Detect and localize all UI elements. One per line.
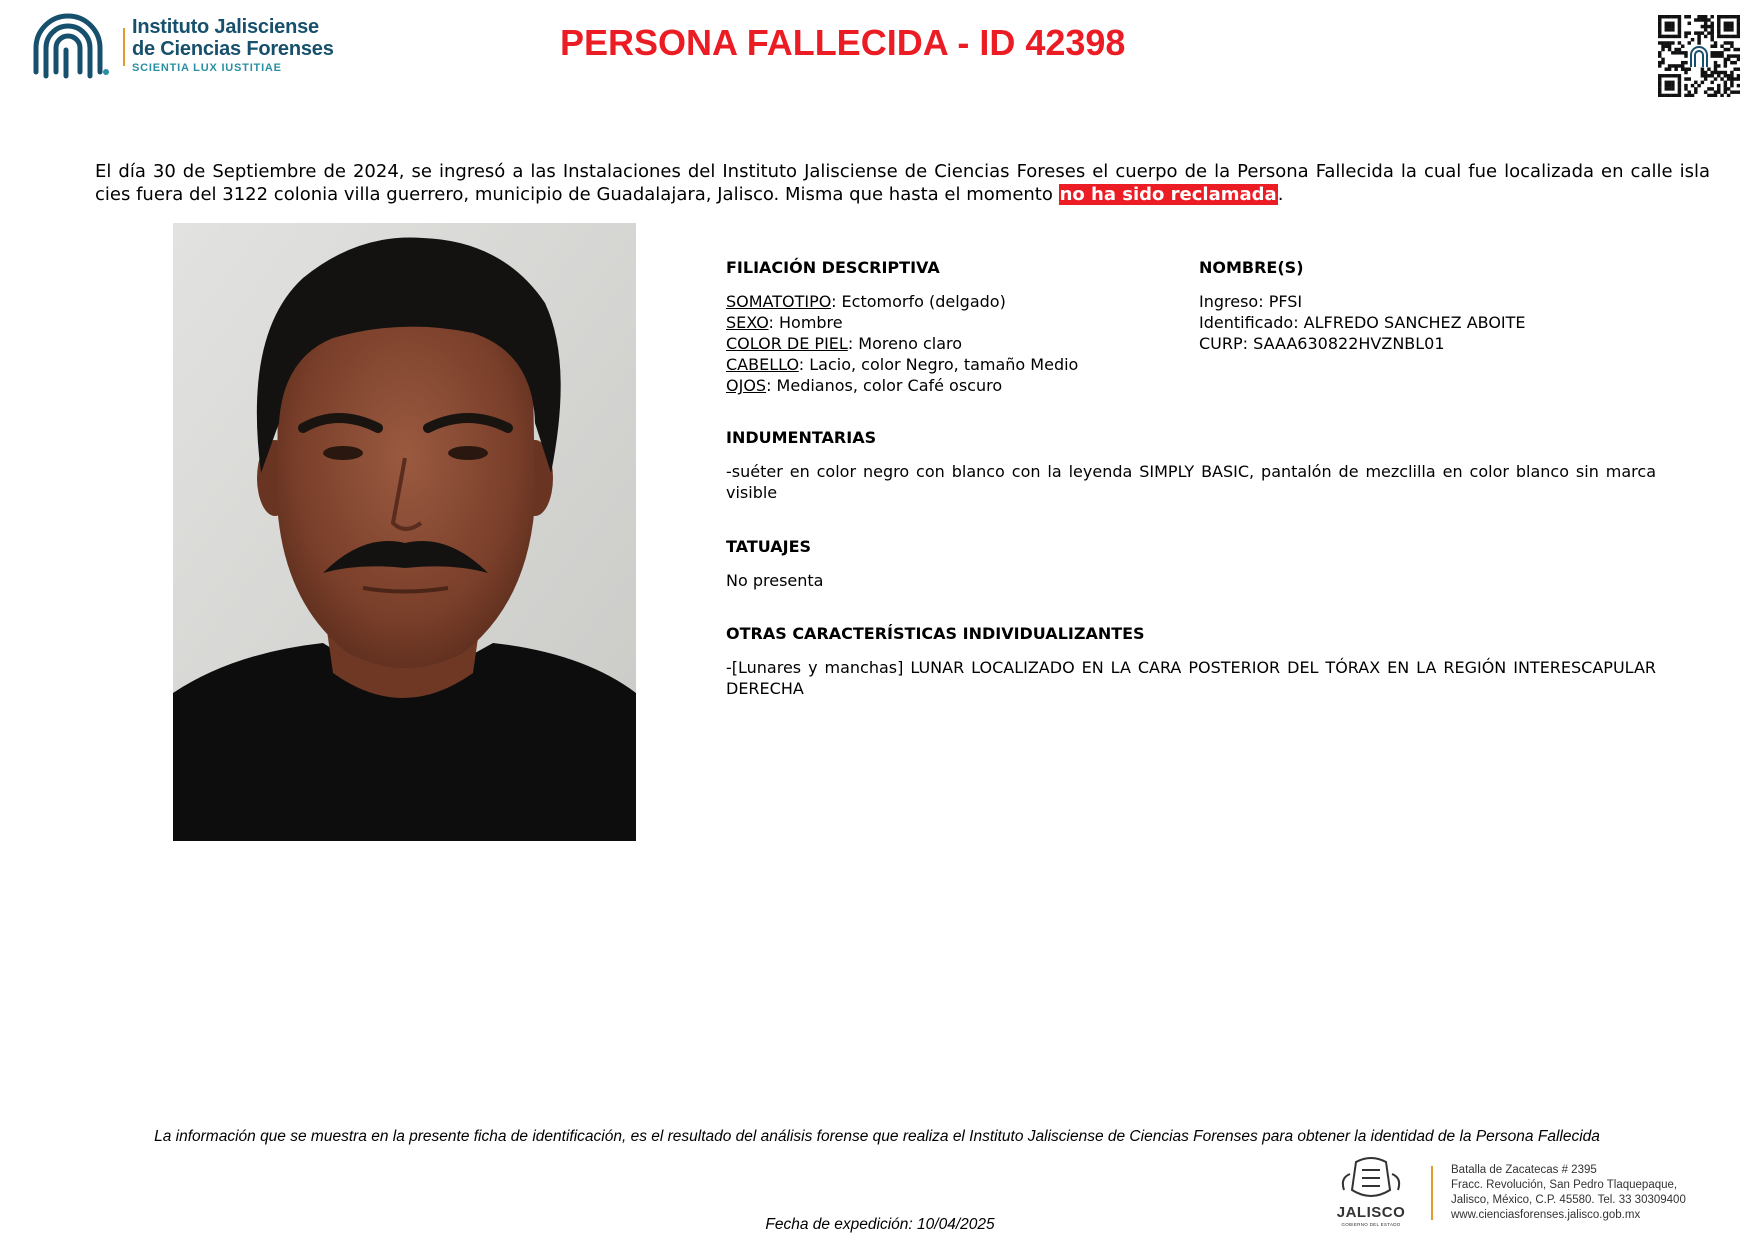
jalisco-crest-icon [1330,1156,1412,1206]
item-label: OJOS [726,376,767,395]
indumentarias-text: -suéter en color negro con blanco con la leyenda SIMPLY BASIC, pantalón de mezclilla en color blanco sin marca visible [726,462,1656,502]
qr-code-icon [1658,15,1740,97]
item-label: SEXO [726,313,769,332]
item-label: CABELLO [726,355,799,374]
filiacion-item-somatotipo [726,291,1176,312]
issue-date: Fecha de expedición: 10/04/2025 [765,1216,995,1233]
jalisco-logo [1330,1156,1412,1230]
logo-motto: SCIENTIA LUX IUSTITIAE [132,62,282,74]
nombres-list [1199,291,1699,354]
document-title: PERSONA FALLECIDA - ID 42398 [560,22,1126,63]
jalisco-subtitle: GOBIERNO DEL ESTADO [1341,1222,1401,1227]
tatuajes-text: No presenta [726,571,824,590]
disclaimer-text: La información que se muestra en la presente ficha de identificación, es el resultado del análisis forense que realiza el Instituto Jalisciense de Ciencias Forenses para obtener la identidad de la Persona Fallecida [154,1128,1600,1145]
filiacion-item-ojos [726,375,1176,396]
filiacion-title: FILIACIÓN DESCRIPTIVA [726,258,940,277]
intro-text: El día 30 de Septiembre de 2024, se ingresó a las Instalaciones del Instituto Jalisciense de Ciencias Foreses el cuerpo de la Persona Fallecida la cual fue localizada en calle isla cies fuera del 3122 colonia villa guerrero, municipio de Guadalajara, Jalisco. Misma que hasta el momento [95,161,1710,205]
filiacion-section [726,258,1176,396]
item-value: : Medianos, color Café oscuro [766,376,1003,395]
address-line: Jalisco, México, C.P. 45580. Tel. 33 30309400 [1451,1194,1686,1206]
otras-text: -[Lunares y manchas] LUNAR LOCALIZADO EN LA CARA POSTERIOR DEL TÓRAX EN LA REGIÓN INTERESCAPULAR DERECHA [726,658,1656,698]
item-value: : Lacio, color Negro, tamaño Medio [798,355,1079,374]
intro-paragraph [95,160,1710,206]
person-photo [173,223,636,841]
logo-line2: de Ciencias Forenses [132,38,334,60]
footer-separator [1431,1166,1433,1220]
indumentarias-title: INDUMENTARIAS [726,428,877,447]
logo-separator [123,28,125,66]
item-value: : Ectomorfo (delgado) [831,292,1006,311]
otras-title: OTRAS CARACTERÍSTICAS INDIVIDUALIZANTES [726,624,1145,643]
logo-line1: Instituto Jalisciense [132,16,319,38]
item-label: SOMATOTIPO [726,292,832,311]
nombres-line-curp: CURP: SAAA630822HVZNBL01 [1199,334,1445,353]
nombres-line-identificado: Identificado: ALFREDO SANCHEZ ABOITE [1199,313,1526,332]
address-line: Batalla de Zacatecas # 2395 [1451,1164,1597,1176]
institute-logo [28,10,368,86]
item-value: : Hombre [768,313,843,332]
website-link[interactable]: www.cienciasforenses.jalisco.gob.mx [1451,1209,1641,1221]
filiacion-item-sexo [726,312,1176,333]
indumentarias-section [726,428,1656,503]
filiacion-item-cabello [726,354,1176,375]
tatuajes-title: TATUAJES [726,537,812,556]
unclaimed-badge: no ha sido reclamada [1059,184,1277,205]
filiacion-item-color-piel [726,333,1176,354]
otras-caracteristicas-section [726,624,1656,699]
jalisco-wordmark: JALISCO [1336,1204,1406,1221]
portrait-image [173,223,636,841]
tatuajes-section [726,537,1656,591]
item-value: : Moreno claro [847,334,963,353]
item-label: COLOR DE PIEL [726,334,848,353]
intro-end: . [1277,184,1284,205]
address-line: Fracc. Revolución, San Pedro Tlaquepaque, [1451,1179,1678,1191]
logo-text [132,16,334,76]
nombres-line-ingreso: Ingreso: PFSI [1199,292,1303,311]
institute-address [1451,1163,1751,1223]
filiacion-list [726,291,1176,396]
nombres-title: NOMBRE(S) [1199,258,1304,277]
ijcf-logo-icon [28,10,114,86]
nombres-section [1199,258,1699,354]
